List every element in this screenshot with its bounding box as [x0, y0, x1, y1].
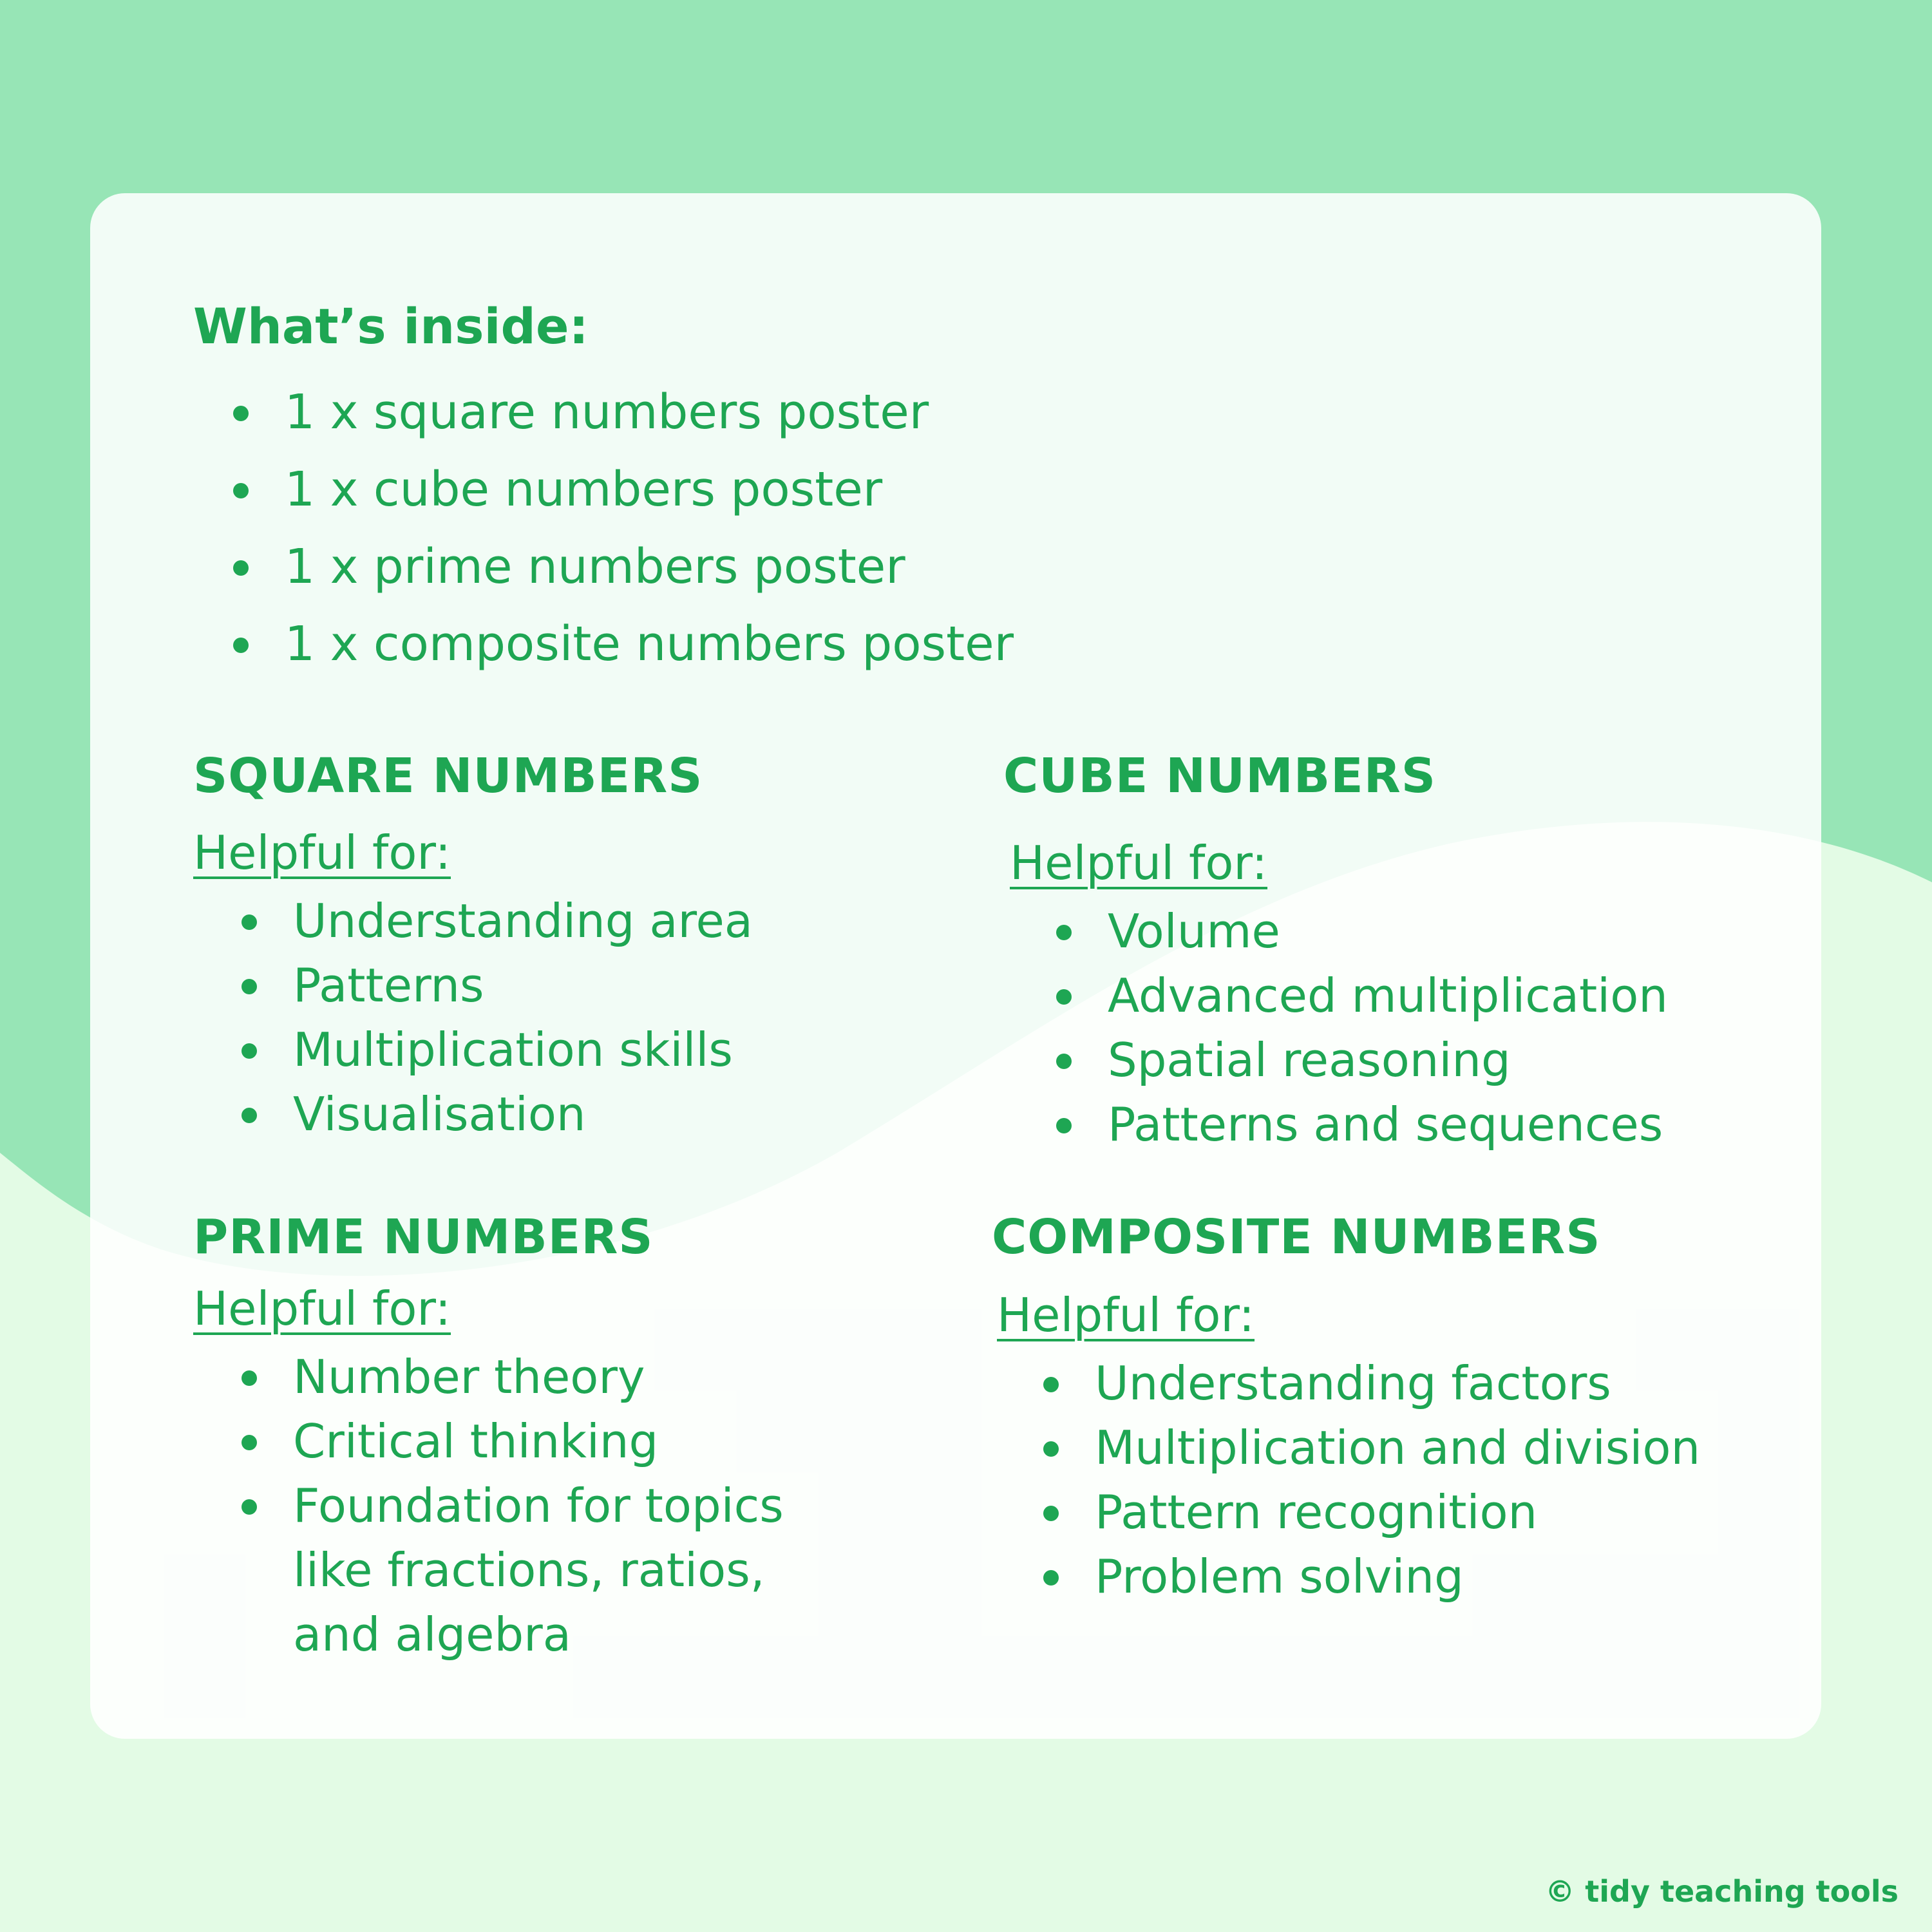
composite-helpful-label: Helpful for:	[997, 1288, 1255, 1342]
list-item: Understanding factors	[1043, 1351, 1700, 1416]
list-item: 1 x prime numbers poster	[233, 528, 1014, 605]
list-item: Volume	[1056, 899, 1668, 963]
list-item: Advanced multiplication	[1056, 963, 1668, 1028]
whats-inside-title: What’s inside:	[193, 298, 589, 355]
list-item: Foundation for topics like fractions, ratios, and algebra	[242, 1473, 847, 1667]
prime-numbers-title: PRIME NUMBERS	[193, 1209, 654, 1265]
square-helpful-list	[242, 889, 753, 1146]
list-item: Multiplication and division	[1043, 1416, 1700, 1480]
copyright-footer: © tidy teaching tools	[1545, 1874, 1899, 1909]
list-item: Critical thinking	[242, 1409, 847, 1473]
composite-helpful-list	[1043, 1351, 1700, 1609]
list-item: Understanding area	[242, 889, 753, 953]
list-item: Patterns and sequences	[1056, 1092, 1668, 1157]
list-item: Problem solving	[1043, 1544, 1700, 1609]
prime-helpful-label: Helpful for:	[193, 1282, 451, 1336]
square-numbers-title: SQUARE NUMBERS	[193, 748, 703, 804]
cube-helpful-list	[1056, 899, 1668, 1157]
cube-helpful-label: Helpful for:	[1010, 836, 1268, 890]
list-item: Pattern recognition	[1043, 1480, 1700, 1544]
composite-numbers-title: COMPOSITE NUMBERS	[992, 1209, 1601, 1265]
list-item: Visualisation	[242, 1082, 753, 1146]
list-item: Multiplication skills	[242, 1018, 753, 1082]
list-item: 1 x composite numbers poster	[233, 605, 1014, 683]
square-helpful-label: Helpful for:	[193, 826, 451, 880]
cube-numbers-title: CUBE NUMBERS	[1003, 748, 1437, 804]
list-item: 1 x square numbers poster	[233, 374, 1014, 451]
list-item: 1 x cube numbers poster	[233, 451, 1014, 528]
list-item: Spatial reasoning	[1056, 1028, 1668, 1092]
whats-inside-list	[233, 374, 1014, 683]
list-item: Patterns	[242, 953, 753, 1018]
prime-helpful-list	[242, 1345, 847, 1667]
list-item: Number theory	[242, 1345, 847, 1409]
